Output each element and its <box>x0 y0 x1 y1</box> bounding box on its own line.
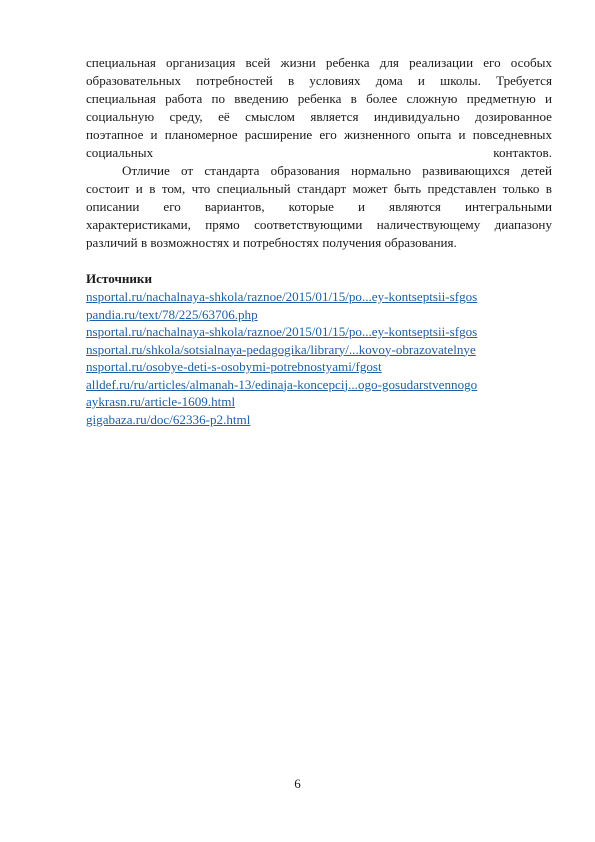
text-line: различий в возможностях и потребностях получения образования. <box>86 235 457 250</box>
sources-heading: Источники <box>86 271 153 286</box>
sources-list <box>86 288 552 428</box>
page-number: 6 <box>294 776 301 791</box>
source-link[interactable]: pandia.ru/text/78/225/63706.php <box>86 306 258 322</box>
paragraph-2 <box>86 162 552 252</box>
text-line: социальных контактов. <box>86 145 552 160</box>
blank-line <box>86 252 552 270</box>
text-line: образовательных потребностей в условиях дома и школы. Требуется <box>86 73 552 88</box>
text-line: социальную среду, её смыслом является индивидуально дозированное <box>86 109 552 124</box>
paragraph-1 <box>86 54 552 162</box>
source-link[interactable]: nsportal.ru/osobye-deti-s-osobymi-potrebnostyami/fgost <box>86 359 382 374</box>
text-line: Отличие от стандарта образования нормально развивающихся детей <box>122 163 552 178</box>
source-link[interactable]: aykrasn.ru/article-1609.html <box>86 394 236 409</box>
text-line: поэтапное и планомерное расширение его жизненного опыта и повседневных <box>86 127 552 142</box>
text-line: состоит и в том, что специальный стандарт может быть представлен только в <box>86 181 552 196</box>
source-link[interactable]: nsportal.ru/shkola/sotsialnaya-pedagogika/library/...kovoy-obrazovatelnye <box>86 341 476 357</box>
text-line: описании его вариантов, которые и являются интегральными <box>86 199 552 214</box>
text-line: специальная работа по введению ребенка в более сложную предметную и <box>86 91 552 106</box>
text-line: специальная организация всей жизни ребенка для реализации его особых <box>86 55 552 70</box>
source-link[interactable]: alldef.ru/ru/articles/almanah-13/edinaja-koncepcij...ogo-gosudarstvennogo <box>86 376 478 392</box>
source-link[interactable]: gigabaza.ru/doc/62336-p2.html <box>86 411 251 427</box>
source-link[interactable]: nsportal.ru/nachalnaya-shkola/raznoe/2015/01/15/po...ey-kontseptsii-sfgos <box>86 289 478 304</box>
text-line: характеристиками, прямо соответствующими наличествующему диапазону <box>86 217 552 232</box>
document-body <box>86 54 552 428</box>
source-link[interactable]: nsportal.ru/nachalnaya-shkola/raznoe/2015/01/15/po...ey-kontseptsii-sfgos <box>86 324 478 339</box>
